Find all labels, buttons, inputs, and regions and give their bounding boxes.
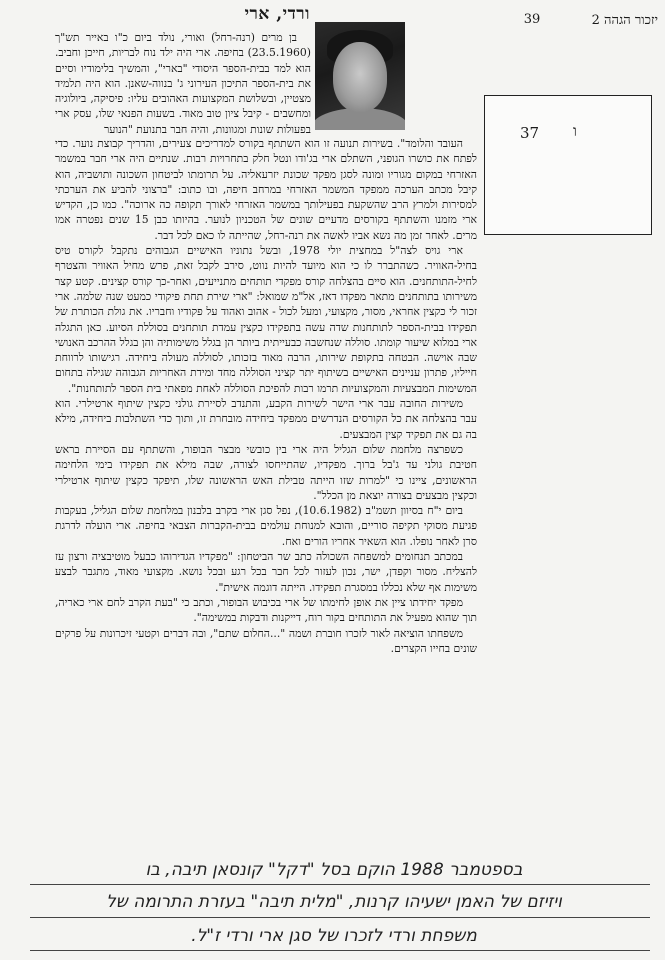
stamp-number: 37 xyxy=(520,124,540,142)
paragraph: כשפרצה מלחמת שלום הגליל היה ארי בין כובשי מבצר הבופור, והשתתף עם הסיירת בראש חטיבת גולני עד ג'בל ברוך. מפקדיו, שהתייחסו לצורה, שבה מילא את תפקידו בימי הלחימה הראשונים, ציינו כי "למרות שזו הייתה טבילת האש הראשונה שלו, תיפקד כקצין שיתוף ארטילרי וכקצין מבצעים בצורה יוצאת מן הכלל". xyxy=(55,442,477,502)
paragraph: משירות החובה עבר ארי הישר לשירות הקבע, והתנדב לסיירת גולני כקצין שיתוף ארטילרי. הוא עבר בהצלחה את כל הקורסים הנדרשים ממפקד ביחידה מובחרת זו, ותוך כדי השתלבות ביחידה, מילא בה גם את תפקיד קצין המבצעים. xyxy=(55,397,477,441)
paragraph: במכתב תנחומים למשפחה השכולה כתב שר הביטחון: "מפקדיו הגדירוהו כבעל מוטיבציה ורצון עז להצליח. מסור וקפדן, ישר, נכון לעזור לכל חבר בכל רגע ובכל נושא. מקצועי מאוד, מתגבר לבצע משימות אף שלא נכללו במסגרת תפקידו. הייתה דוגמה אישית". xyxy=(55,550,477,594)
handwriting-line xyxy=(30,917,650,918)
book-title: יזכור הגהה 2 xyxy=(591,13,658,28)
article-name: ורדי, ארי xyxy=(244,4,310,24)
handwriting-line xyxy=(30,884,650,885)
portrait-photo xyxy=(315,22,405,130)
intro-text: בן מרים (רנה-רחל) ואורי, נולד ביום כ"ו באייר תש"ך (23.5.1960) בחיפה. ארי היה ילד נוח לבריות, חייכן וחביב. הוא למד בבית-הספר היסודי "בארי", והמשיך בלימודיו וסיים את בית-הספר התיכון העירוני ג' בנווה-שאנן. הוא היה תלמיד מצטיין, ובשלושת המקצועות האהובים עליו: פיסיקה, ביולוגיה ומחשבים - קיבל ציון טוב מאוד. בשעות הפנאי שלו, עסק ארי בפעולות שונות ומגוונות, והיה חבר בתנועת "הנוער xyxy=(55,31,311,136)
handwritten-line-2: ויזיזם של האמן ישעיהו קרנות, "מלית תיבה" בעזרת התרומה של xyxy=(106,892,562,912)
stamp-box xyxy=(484,95,652,235)
stamp-letter: ו xyxy=(573,122,577,140)
intro-paragraph xyxy=(55,30,311,137)
handwritten-line-3: משפחת ורדי לזכרו של סגן ארי ורדי ז"ל. xyxy=(191,926,477,946)
handwritten-line-1: בספטמבר 1988 הוקם בסל "דקל" קונסאן תיבה, בו xyxy=(145,860,523,880)
paragraph: משפחתו הוציאה לאור לזכרו חוברת ושמה "...החלום שתם", ובה דברים וקטעי זיכרונות על פרקים שונים בחייו הקצרים. xyxy=(55,626,477,655)
article-body xyxy=(55,136,477,656)
handwriting-line xyxy=(30,950,650,951)
photo-face xyxy=(333,42,387,112)
page-number: 39 xyxy=(523,12,541,27)
paragraph: מפקד יחידתו ציין את אופן לחימתו של ארי בכיבוש הבופור, וכתב כי "בעת הקרב לחם ארי כאריה, תוך שהוא מפעיל את התותחים בקור רוח, דייקנות ודבקות במשימה". xyxy=(55,595,477,625)
paragraph: ארי גויס לצה"ל במחצית יולי 1978, ובשל נתוניו האישיים הגבוהים נתקבל לקורס טיס בחיל-האוויר. כשהתברר לו כי הוא מיועד להיות נווט, סירב לקבל זאת, פרש מחיל האוויר והצטרף לחיל-התותחנים. הוא סיים בהצלחה קורס מפקדי תותחים מתנייעים, ואחר-כך קורס קצינים. קטע קצר משירותו בתותחנים מתאר מפקדו דאז, אל"מ שמואל: "ארי שירת תחת פיקודי כמעט שנה שלמה. ארי זכור לי כקצין אחראי, מסור, מקצועי, ומעל לכול - אהוב ואהוד על פקודיו וחבריו. את גולת הכותרת של תפקידו בבית-הספר לתותחנות שדה עשה בתפקידו כקצין עמדת תותחנים בסוללת הסיוע. כאן התגלה ארי במלוא שיעור קומתו. סוללה שנחשבה כבעייתית ביותר הן בגלל משימותיה והן בגלל ההרכב האנושי שבה אוישה. הבטחה בתקופת שירותו, הרבה מאוד בזכותו, לסוללה מעולה ביחידה. רגישותו לרווחת חייליו, פתרון עניינים האישיים בשיתוף יתר קציני הסוללה מחד ומידת האחריות הגבוהה שגילה בתחום המשימות המבצעיות והמקצועיות תרמו רבות להפיכת הסוללה לאחת מפאתי בית הספר לתותחנות". xyxy=(55,244,477,395)
paragraph: ביום י"ח בסיוון תשמ"ב (10.6.1982), נפל סגן ארי בקרב בלבנון במלחמת שלום הגליל, בעקבות פגיעת מסוקי תקיפה סוריים, והובא למנוחת עולמים בבית-הקברות הצבאי בחיפה. ארי הועלה לדרגת סרן לאחר נופלו. הוא השאיר אחריו הורים ואח. xyxy=(55,504,477,548)
paragraph: העובד והלומד". בשירות תנועה זו הוא השתתף בקורס למדריכים צעירים, והדריך קבוצת נוער. כדי לפתח את כושרו הגופני, השתלם ארי בג'ודו ונטל חלק בתחרויות רבות. שנתיים היה ארי חבר במשמר האזרחי במקום מגוריו ומונה לסגן מפקד שכונת יזרעאליה. על תרומתו לביטחון השכונה ותושביה, הוא קיבל מכתב הערכה ממפקד המשמר האזרחי במרחב חיפה, ובו כתוב: "ברצוני להביע את הערכתי למסירות ולמרץ הרב שהשקעת בפעילותך במשמר האזרחי לאורך תקופה כה ארוכה". כמו כן, הקדיש ארי מזמנו והשתתף בקורסים מדעיים שונים של הטכניון לנוער. בהיותו כבן 15 שנים נפטרה אמו מרים. לאחר זמן מה נשא אביו לאשה את רנה-רחל, שהייתה לו כאם לכל דבר. xyxy=(55,137,477,242)
